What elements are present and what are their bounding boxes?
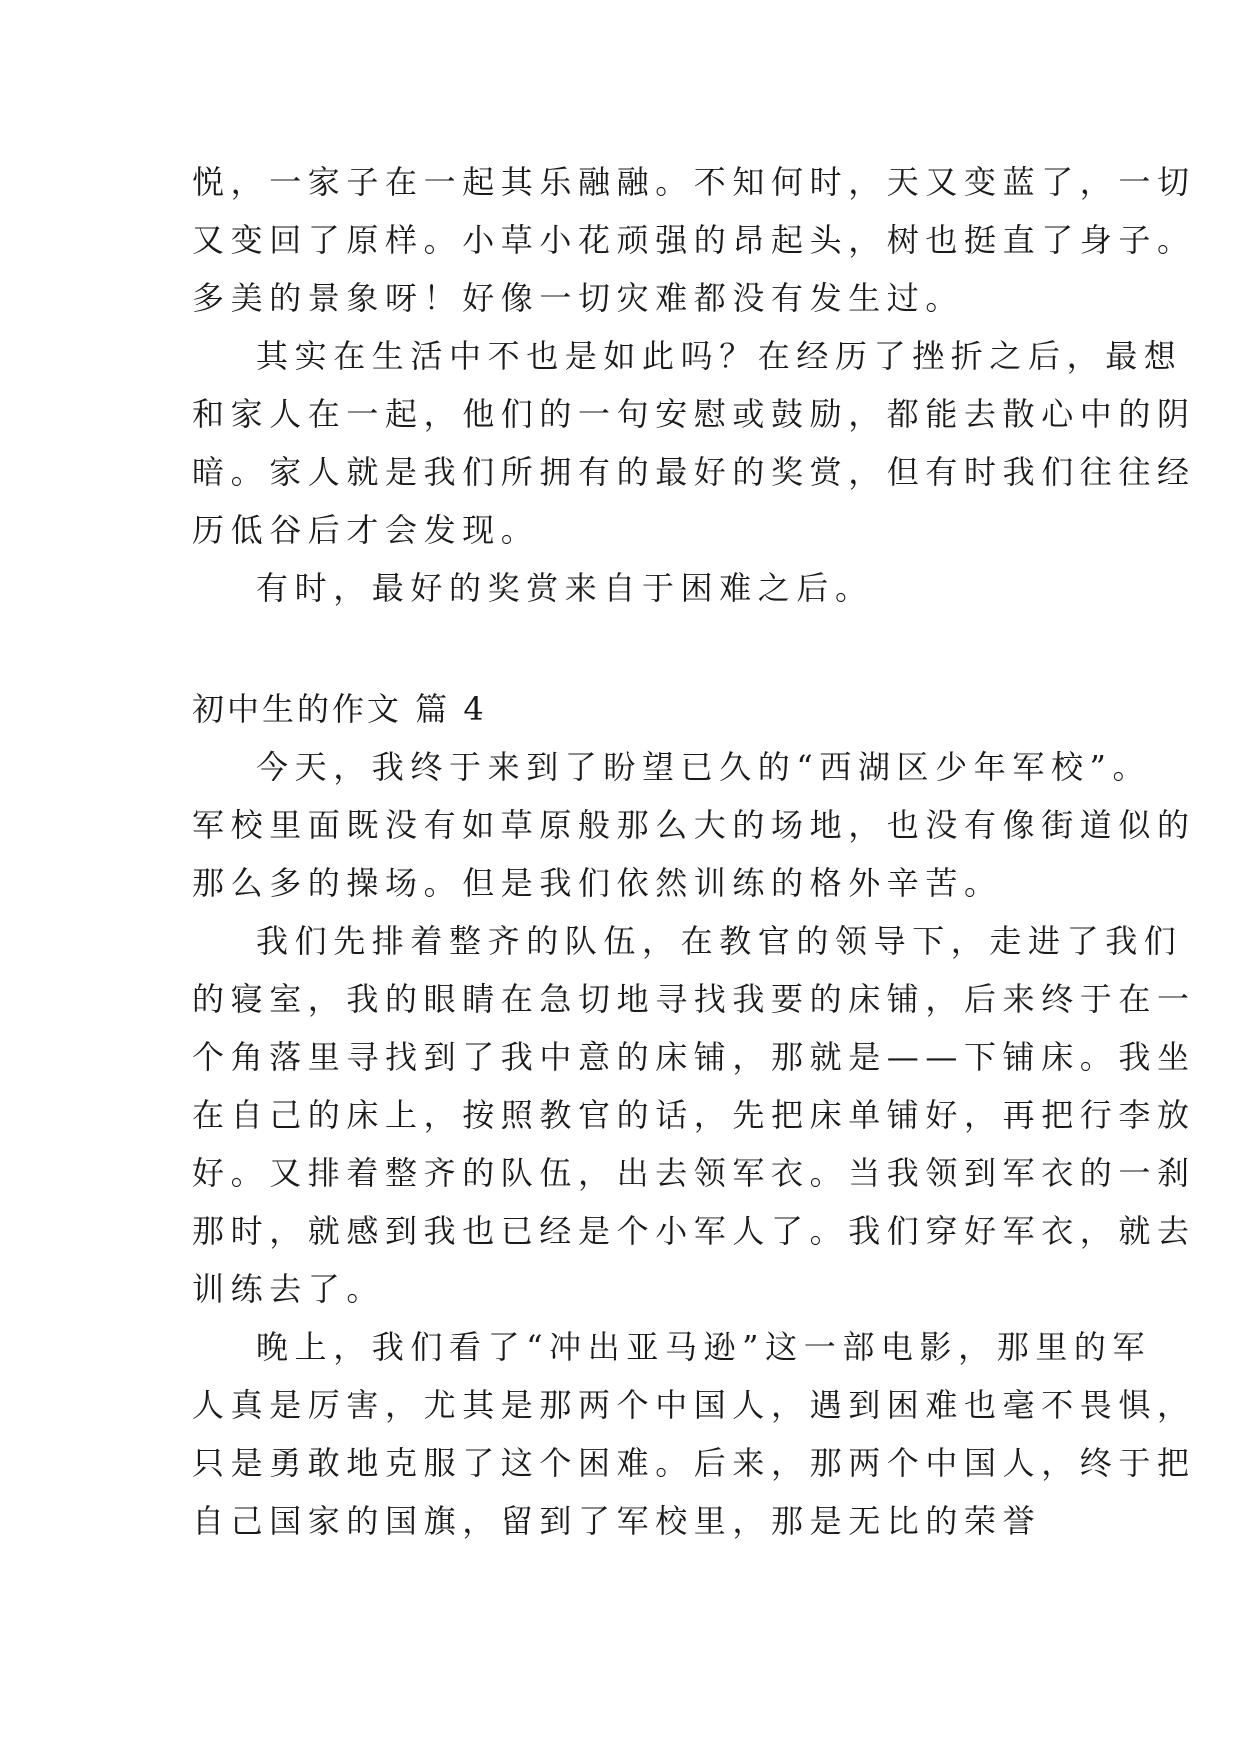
- text-line: 在自己的床上，按照教官的话，先把床单铺好，再把行李放: [192, 1096, 1196, 1134]
- text-line: 有时，最好的奖赏来自于困难之后。: [256, 569, 874, 607]
- text-line: 晚上，我们看了“冲出亚马逊”这一部电影，那里的军: [256, 1328, 1152, 1366]
- text-line: 只是勇敢地克服了这个困难。后来，那两个中国人，终于把: [192, 1444, 1196, 1482]
- text-line: 历低谷后才会发现。: [192, 511, 540, 549]
- text-line: 其实在生活中不也是如此吗？在经历了挫折之后，最想: [256, 337, 1183, 375]
- text-line: 今天，我终于来到了盼望已久的“西湖区少年军校”。: [256, 748, 1152, 786]
- text-line: 自己国家的国旗，留到了军校里，那是无比的荣誉: [192, 1502, 1042, 1540]
- text-line: 悦，一家子在一起其乐融融。不知何时，天又变蓝了，一切: [192, 163, 1196, 201]
- text-line: 人真是厉害，尤其是那两个中国人，遇到困难也毫不畏惧，: [192, 1386, 1196, 1424]
- text-line: 个角落里寻找到了我中意的床铺，那就是——下铺床。我坐: [192, 1038, 1196, 1076]
- text-line: 那么多的操场。但是我们依然训练的格外辛苦。: [192, 864, 1003, 902]
- text-line: 那时，就感到我也已经是个小军人了。我们穿好军衣，就去: [192, 1212, 1196, 1250]
- text-line: 又变回了原样。小草小花顽强的昂起头，树也挺直了身子。: [192, 221, 1196, 259]
- text-line: 好。又排着整齐的队伍，出去领军衣。当我领到军衣的一刹: [192, 1154, 1196, 1192]
- text-line: 的寝室，我的眼睛在急切地寻找我要的床铺，后来终于在一: [192, 980, 1196, 1018]
- text-line: 军校里面既没有如草原般那么大的场地，也没有像街道似的: [192, 806, 1196, 844]
- text-line: 训练去了。: [192, 1270, 386, 1308]
- text-line: 我们先排着整齐的队伍，在教官的领导下，走进了我们: [256, 922, 1183, 960]
- text-line: 和家人在一起，他们的一句安慰或鼓励，都能去散心中的阴: [192, 395, 1196, 433]
- text-line: 暗。家人就是我们所拥有的最好的奖赏，但有时我们往往经: [192, 453, 1196, 491]
- text-line: 多美的景象呀！好像一切灾难都没有发生过。: [192, 279, 965, 317]
- section-heading: 初中生的作文 篇 4: [192, 690, 487, 728]
